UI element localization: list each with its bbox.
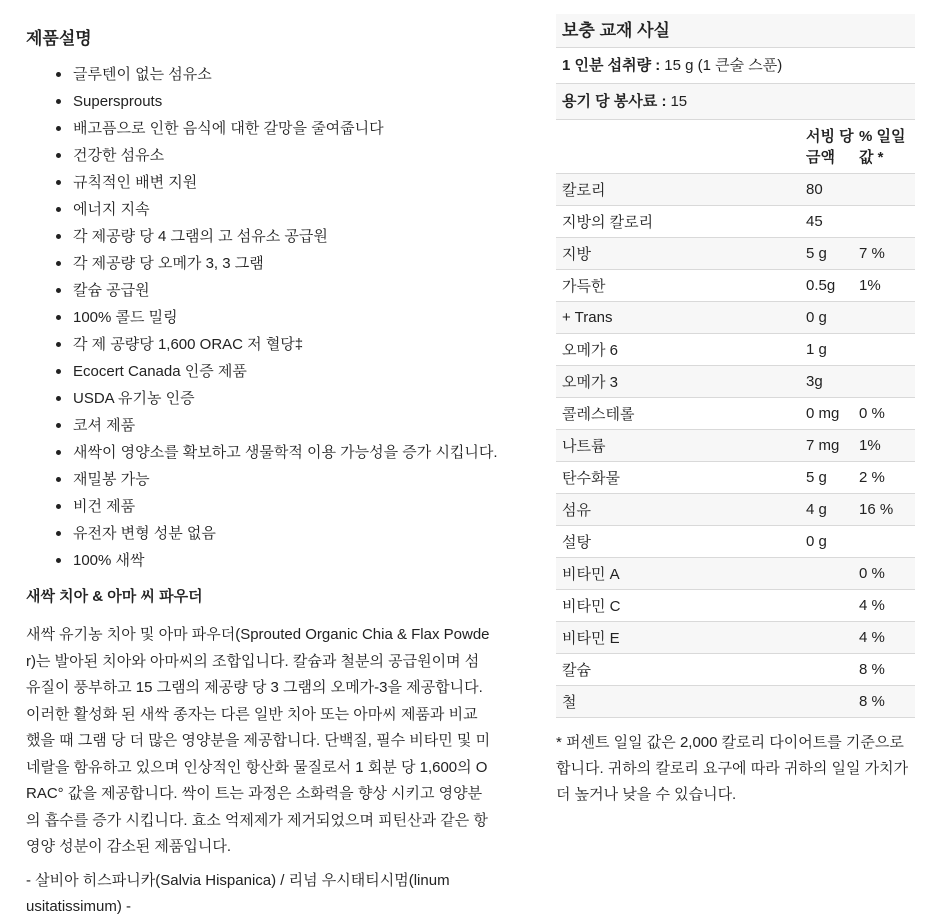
bullet-item: 규칙적인 배변 지원 [55, 169, 492, 196]
fact-row [556, 238, 915, 270]
fact-nutrient: 나트륨 [562, 438, 606, 455]
fact-amount: 3g [806, 373, 823, 390]
description-subheading: 새싹 치아 & 아마 씨 파우더 [26, 588, 203, 605]
serving-size-value: 15 g (1 큰술 스푼) [664, 57, 783, 74]
fact-nutrient: 철 [562, 694, 577, 711]
bullet-item: 비건 제품 [55, 493, 492, 520]
bullet-item: 100% 콜드 밀링 [55, 304, 492, 331]
fact-nutrient: 칼로리 [562, 182, 606, 199]
fact-dv: 8 % [859, 693, 885, 710]
fact-dv: 0 % [859, 565, 885, 582]
description-title: 제품설명 [26, 29, 92, 48]
fact-row [556, 270, 915, 302]
description-bullets [26, 61, 498, 574]
fact-amount: 7 mg [806, 437, 840, 454]
fact-nutrient: 오메가 6 [562, 342, 618, 359]
fact-nutrient: 칼슘 [562, 662, 591, 679]
fact-row [556, 494, 915, 526]
fact-row [556, 430, 915, 462]
fact-nutrient: 지방 [562, 246, 591, 263]
fact-nutrient: 가득한 [562, 278, 606, 295]
bullet-item: 각 제공량 당 오메가 3, 3 그램 [55, 250, 492, 277]
fact-nutrient: 비타민 A [562, 566, 620, 583]
bullet-item: 유전자 변형 성분 없음 [55, 520, 492, 547]
species-line: - 살비아 히스파니카(Salvia Hispanica) / 리넘 우시태티시멈(linum usitatissimum) - [26, 871, 450, 915]
fact-row [556, 590, 915, 622]
supplement-facts-panel [556, 14, 915, 808]
fact-dv: 0 % [859, 405, 885, 422]
fact-row [556, 334, 915, 366]
supplement-facts-title: 보충 교재 사실 [556, 14, 915, 48]
bullet-item: 에너지 지속 [55, 196, 492, 223]
fact-nutrient: + Trans [562, 309, 613, 326]
description-paragraph: 새싹 유기농 치아 및 아마 파우더(Sprouted Organic Chia & Flax Powder)는 발아된 치아와 아마씨의 조합입니다. 칼슘과 철분의 공급원이며 섬유질이 풍부하고 15 그램의 제공량 당 3 그램의 오메가-3을 제공합니다. 이러한 활성화 된 새싹 종자는 다른 일반 치아 또는 아마씨 제품과 비교했을 때 그램 당 더 많은 영양분을 제공합니다. 단백질, 필수 비타민 및 미네랄을 함유하고 있으며 인상적인 항산화 물질로서 1 회분 당 1,600의 ORAC° 값을 제공합니다. 싹이 트는 과정은 소화력을 향상 시키고 영양분의 흡수를 증가 시킵니다. 효소 억제제가 제거되었으며 피틴산과 같은 항 영양 성분이 감소된 제품입니다. [26, 626, 491, 855]
facts-rows [556, 174, 915, 718]
bullet-item: 100% 새싹 [55, 547, 492, 574]
bullet-item: Supersprouts [55, 88, 492, 115]
bullet-item: 배고픔으로 인한 음식에 대한 갈망을 줄여줍니다 [55, 115, 492, 142]
bullet-item: 각 제공량 당 4 그램의 고 섬유소 공급원 [55, 223, 492, 250]
fact-dv: 2 % [859, 469, 885, 486]
fact-row [556, 654, 915, 686]
fact-amount: 0 mg [806, 405, 840, 422]
bullet-item: 칼슘 공급원 [55, 277, 492, 304]
fact-amount: 4 g [806, 501, 827, 518]
column-header-amount: 서빙 당 금액 [806, 128, 854, 166]
fact-dv: 1% [859, 277, 881, 294]
bullet-item: USDA 유기농 인증 [55, 385, 492, 412]
facts-column-headers [556, 120, 915, 174]
fact-amount: 0 g [806, 309, 827, 326]
bullet-item: 글루텐이 없는 섬유소 [55, 61, 492, 88]
fact-nutrient: 콜레스테롤 [562, 406, 635, 423]
fact-amount: 80 [806, 181, 823, 198]
daily-value-footnote: * 퍼센트 일일 값은 2,000 칼로리 다이어트를 기준으로합니다. 귀하의 칼로리 요구에 따라 귀하의 일일 가치가 더 높거나 낮을 수 있습니다. [556, 734, 909, 803]
fact-row [556, 686, 915, 718]
fact-amount: 5 g [806, 245, 827, 262]
fact-dv: 4 % [859, 629, 885, 646]
bullet-item: 새싹이 영양소를 확보하고 생물학적 이용 가능성을 증가 시킵니다. [55, 439, 492, 466]
fact-row [556, 366, 915, 398]
bullet-item: 건강한 섬유소 [55, 142, 492, 169]
fact-row [556, 398, 915, 430]
fact-dv: 1% [859, 437, 881, 454]
fact-nutrient: 지방의 칼로리 [562, 214, 654, 231]
fact-dv: 4 % [859, 597, 885, 614]
product-description-section [26, 0, 498, 921]
fact-nutrient: 비타민 E [562, 630, 620, 647]
servings-per-container-value: 15 [670, 93, 688, 110]
fact-amount: 45 [806, 213, 823, 230]
fact-nutrient: 오메가 3 [562, 374, 618, 391]
fact-row [556, 558, 915, 590]
fact-nutrient: 비타민 C [562, 598, 621, 615]
bullet-item: 각 제 공량당 1,600 ORAC 저 혈당‡ [55, 331, 492, 358]
fact-dv: 16 % [859, 501, 894, 518]
fact-amount: 1 g [806, 341, 827, 358]
fact-dv: 8 % [859, 661, 885, 678]
fact-dv: 7 % [859, 245, 885, 262]
fact-amount: 5 g [806, 469, 827, 486]
column-header-daily-value: % 일일 값 * [859, 128, 906, 166]
fact-amount: 0.5g [806, 277, 836, 294]
bullet-item: Ecocert Canada 인증 제품 [55, 358, 492, 385]
fact-row [556, 526, 915, 558]
serving-size-label: 1 인분 섭취량 : [562, 57, 661, 74]
bullet-item: 코셔 제품 [55, 412, 492, 439]
fact-nutrient: 탄수화물 [562, 470, 620, 487]
fact-row [556, 206, 915, 238]
fact-amount: 0 g [806, 533, 827, 550]
fact-nutrient: 설탕 [562, 534, 591, 551]
fact-nutrient: 섬유 [562, 502, 591, 519]
bullet-item: 재밀봉 가능 [55, 466, 492, 493]
fact-row [556, 462, 915, 494]
fact-row [556, 622, 915, 654]
fact-row [556, 302, 915, 334]
servings-per-container-label: 용기 당 봉사료 : [562, 93, 667, 110]
serving-size-row [556, 48, 915, 84]
fact-row [556, 174, 915, 206]
servings-per-container-row [556, 84, 915, 120]
